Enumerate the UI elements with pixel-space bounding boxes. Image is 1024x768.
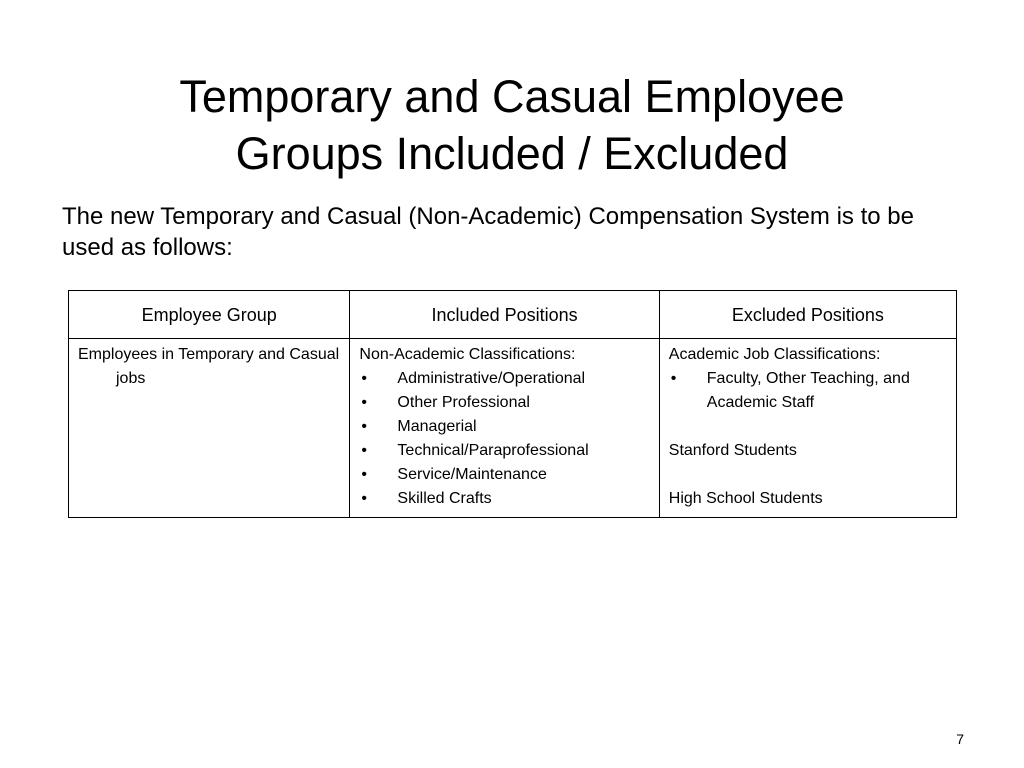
header-employee-group: Employee Group bbox=[69, 291, 350, 339]
employee-groups-table bbox=[68, 290, 957, 518]
bullet-icon: • bbox=[361, 370, 368, 387]
employee-group-text: Employees in Temporary and Casual jobs bbox=[78, 346, 340, 387]
slide-title-line-2: Groups Included / Excluded bbox=[235, 128, 789, 180]
list-item-label: Other Professional bbox=[397, 394, 530, 411]
employee-group-cell bbox=[69, 339, 350, 518]
list-item bbox=[359, 439, 650, 463]
list-item bbox=[359, 391, 650, 415]
included-list bbox=[359, 367, 650, 511]
list-item-label: Service/Maintenance bbox=[397, 466, 547, 483]
header-included-positions: Included Positions bbox=[350, 291, 659, 339]
list-item bbox=[669, 367, 948, 415]
included-positions-cell bbox=[350, 339, 659, 518]
list-item bbox=[359, 415, 650, 439]
intro-text: The new Temporary and Casual (Non-Academic) Compensation System is to be used as follows: bbox=[62, 203, 914, 261]
list-item-label: Technical/Paraprofessional bbox=[397, 442, 589, 459]
list-item-label: Faculty, Other Teaching, and Academic Staff bbox=[706, 370, 910, 411]
page-number: 7 bbox=[956, 731, 964, 747]
excluded-extra-stanford-students: Stanford Students bbox=[668, 442, 797, 459]
table-header-row bbox=[69, 291, 957, 339]
bullet-icon: • bbox=[361, 466, 368, 483]
bullet-icon: • bbox=[361, 418, 368, 435]
slide-title-line-1: Temporary and Casual Employee bbox=[179, 71, 845, 123]
spacer bbox=[669, 415, 948, 439]
list-item-label: Managerial bbox=[397, 418, 477, 435]
excluded-heading: Academic Job Classifications: bbox=[668, 346, 881, 363]
excluded-extra-high-school-students: High School Students bbox=[668, 490, 823, 507]
list-item-label: Administrative/Operational bbox=[397, 370, 586, 387]
spacer bbox=[669, 463, 948, 487]
slide-title bbox=[0, 68, 1024, 182]
list-item bbox=[359, 367, 650, 391]
excluded-positions-cell bbox=[659, 339, 956, 518]
list-item bbox=[359, 463, 650, 487]
bullet-icon: • bbox=[361, 394, 368, 411]
header-excluded-positions: Excluded Positions bbox=[659, 291, 956, 339]
bullet-icon: • bbox=[670, 370, 677, 387]
list-item bbox=[359, 487, 650, 511]
bullet-icon: • bbox=[361, 490, 368, 507]
table-row bbox=[69, 339, 957, 518]
included-heading: Non-Academic Classifications: bbox=[359, 346, 576, 363]
excluded-list bbox=[669, 367, 948, 415]
list-item-label: Skilled Crafts bbox=[397, 490, 492, 507]
bullet-icon: • bbox=[361, 442, 368, 459]
